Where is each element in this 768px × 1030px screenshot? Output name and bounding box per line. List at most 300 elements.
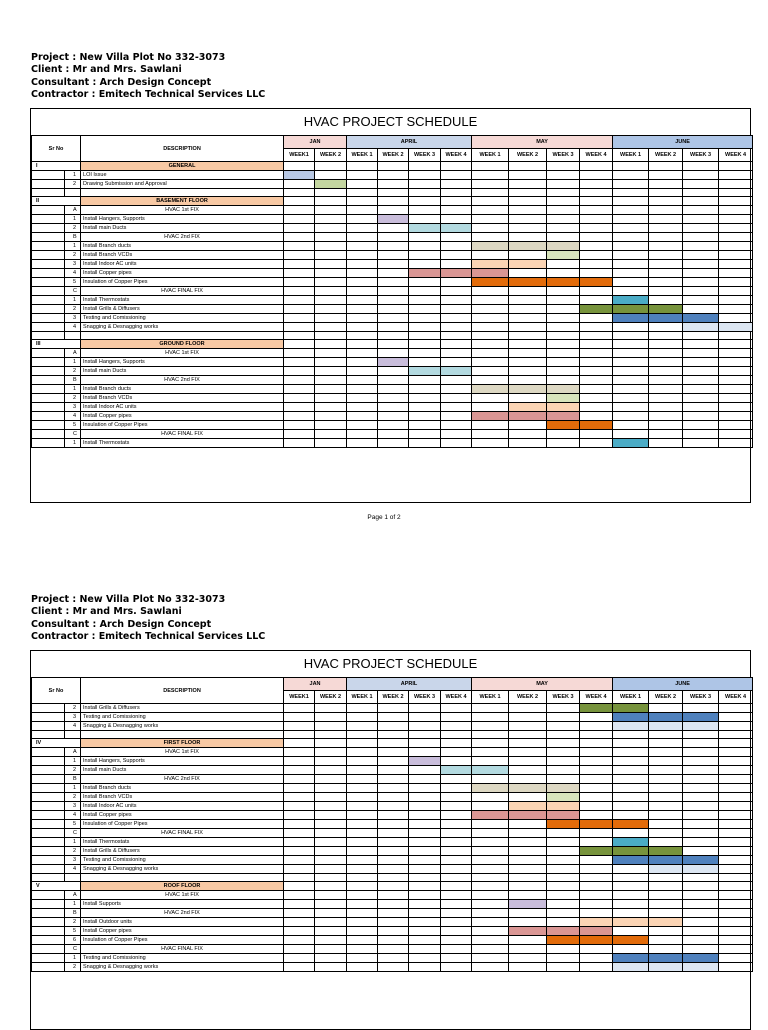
task-description: Install Grills & Diffusers (81, 305, 284, 314)
week-cell (409, 963, 441, 972)
week-cell (284, 251, 315, 260)
gantt-bar-cell (649, 722, 683, 731)
week-cell (315, 421, 347, 430)
week-cell (315, 829, 347, 838)
week-cell (409, 784, 441, 793)
week-cell (509, 829, 547, 838)
week-cell (441, 394, 472, 403)
week-cell (472, 314, 509, 323)
month-header-june: JUNE (613, 136, 753, 149)
week-cell (509, 394, 547, 403)
week-cell (613, 793, 649, 802)
week-cell (613, 945, 649, 954)
week-cell (472, 233, 509, 242)
week-cell (472, 323, 509, 332)
week-cell (315, 430, 347, 439)
week-cell (378, 775, 409, 784)
week-cell (509, 296, 547, 305)
week-cell (509, 704, 547, 713)
week-cell (409, 900, 441, 909)
week-cell (409, 340, 441, 349)
week-cell (409, 206, 441, 215)
week-cell (472, 847, 509, 856)
phase-row (32, 287, 753, 296)
phase-letter: A (65, 891, 81, 900)
phase-title: HVAC FINAL FIX (81, 945, 284, 954)
task-description: Testing and Comissioning (81, 856, 284, 865)
week-cell (472, 704, 509, 713)
gantt-bar-cell (580, 704, 613, 713)
week-cell (347, 439, 378, 448)
week-cell (347, 748, 378, 757)
week-cell (378, 412, 409, 421)
week-cell (649, 829, 683, 838)
week-cell (315, 927, 347, 936)
gantt-bar-cell (284, 171, 315, 180)
week-cell (315, 251, 347, 260)
week-cell (409, 882, 441, 891)
week-cell (347, 171, 378, 180)
week-cell (315, 704, 347, 713)
empty-cell (613, 332, 649, 340)
sr-cell (32, 358, 65, 367)
week-cell (315, 260, 347, 269)
week-cell (378, 936, 409, 945)
week-cell (683, 349, 719, 358)
week-cell (409, 233, 441, 242)
week-cell (347, 197, 378, 206)
week-cell (509, 838, 547, 847)
task-number: 5 (65, 421, 81, 430)
task-row (32, 305, 753, 314)
week-header: WEEK 2 (315, 149, 347, 162)
gantt-bar-cell (683, 856, 719, 865)
week-cell (284, 421, 315, 430)
week-header: WEEK 1 (613, 149, 649, 162)
week-cell (683, 233, 719, 242)
week-cell (472, 793, 509, 802)
week-cell (409, 394, 441, 403)
week-cell (683, 206, 719, 215)
week-cell (613, 287, 649, 296)
phase-letter: A (65, 748, 81, 757)
week-cell (284, 180, 315, 189)
week-cell (315, 856, 347, 865)
week-cell (441, 918, 472, 927)
task-description: Snagging & Desnagging works (81, 865, 284, 874)
week-cell (347, 766, 378, 775)
week-cell (719, 358, 753, 367)
sr-cell (32, 376, 65, 385)
week-cell (378, 349, 409, 358)
week-cell (284, 349, 315, 358)
week-cell (613, 269, 649, 278)
week-cell (315, 296, 347, 305)
section-number: IV (32, 739, 81, 748)
sr-cell (32, 838, 65, 847)
consultant-line: Consultant : Arch Design Concept (31, 76, 212, 88)
task-number: 3 (65, 802, 81, 811)
empty-cell (65, 731, 81, 739)
empty-cell (284, 332, 315, 340)
week-cell (378, 739, 409, 748)
task-row (32, 784, 753, 793)
week-cell (649, 793, 683, 802)
week-cell (441, 856, 472, 865)
week-cell (683, 251, 719, 260)
week-cell (284, 865, 315, 874)
week-cell (683, 748, 719, 757)
week-cell (683, 376, 719, 385)
week-cell (509, 180, 547, 189)
week-header: WEEK 2 (378, 691, 409, 704)
week-cell (347, 358, 378, 367)
task-number: 2 (65, 305, 81, 314)
week-cell (378, 278, 409, 287)
task-row (32, 865, 753, 874)
task-description: Insulation of Copper Pipes (81, 421, 284, 430)
week-cell (315, 314, 347, 323)
empty-cell (719, 189, 753, 197)
week-cell (613, 260, 649, 269)
category-row (32, 162, 753, 171)
week-cell (409, 215, 441, 224)
week-cell (547, 367, 580, 376)
gantt-bar-cell (613, 856, 649, 865)
week-cell (409, 802, 441, 811)
week-cell (441, 927, 472, 936)
week-cell (719, 927, 753, 936)
week-cell (347, 909, 378, 918)
week-header: WEEK 1 (472, 691, 509, 704)
week-cell (683, 296, 719, 305)
week-cell (472, 305, 509, 314)
gantt-bar-cell (649, 847, 683, 856)
empty-cell (547, 332, 580, 340)
category-title: GENERAL (81, 162, 284, 171)
week-cell (441, 314, 472, 323)
week-cell (509, 358, 547, 367)
empty-cell (81, 189, 284, 197)
empty-cell (347, 332, 378, 340)
sr-cell (32, 820, 65, 829)
empty-cell (347, 731, 378, 739)
schedule-frame (30, 108, 751, 503)
week-cell (472, 403, 509, 412)
task-description: Install main Ducts (81, 367, 284, 376)
week-cell (613, 829, 649, 838)
sr-cell (32, 918, 65, 927)
empty-cell (683, 874, 719, 882)
week-cell (284, 314, 315, 323)
week-cell (315, 367, 347, 376)
week-cell (472, 748, 509, 757)
week-cell (649, 340, 683, 349)
week-cell (613, 421, 649, 430)
task-description: Drawing Submission and Approval (81, 180, 284, 189)
week-cell (547, 430, 580, 439)
phase-title: HVAC 2nd FIX (81, 233, 284, 242)
week-cell (315, 224, 347, 233)
task-row (32, 358, 753, 367)
week-cell (315, 269, 347, 278)
week-cell (347, 945, 378, 954)
task-row (32, 260, 753, 269)
gantt-bar-cell (580, 305, 613, 314)
week-cell (315, 412, 347, 421)
week-cell (315, 793, 347, 802)
week-cell (683, 394, 719, 403)
week-cell (547, 323, 580, 332)
week-cell (613, 197, 649, 206)
task-description: Install Copper pipes (81, 412, 284, 421)
week-cell (649, 206, 683, 215)
phase-letter: C (65, 430, 81, 439)
gantt-bar-cell (613, 305, 649, 314)
week-header: WEEK 4 (719, 149, 753, 162)
week-cell (315, 739, 347, 748)
week-cell (547, 171, 580, 180)
week-cell (580, 358, 613, 367)
week-cell (378, 954, 409, 963)
week-cell (409, 775, 441, 784)
task-number: 3 (65, 856, 81, 865)
week-cell (441, 296, 472, 305)
week-cell (347, 793, 378, 802)
category-title: FIRST FLOOR (81, 739, 284, 748)
week-cell (284, 766, 315, 775)
week-cell (719, 847, 753, 856)
week-cell (683, 793, 719, 802)
week-cell (378, 722, 409, 731)
sr-cell (32, 403, 65, 412)
week-cell (580, 784, 613, 793)
week-cell (409, 820, 441, 829)
week-cell (409, 412, 441, 421)
week-cell (547, 847, 580, 856)
week-cell (347, 811, 378, 820)
week-cell (649, 323, 683, 332)
week-cell (441, 865, 472, 874)
week-cell (719, 367, 753, 376)
week-cell (509, 793, 547, 802)
week-cell (683, 180, 719, 189)
week-cell (347, 963, 378, 972)
week-cell (409, 936, 441, 945)
week-cell (441, 891, 472, 900)
gantt-bar-cell (683, 713, 719, 722)
task-description: Install Copper pipes (81, 811, 284, 820)
week-cell (378, 260, 409, 269)
week-cell (441, 421, 472, 430)
week-cell (347, 775, 378, 784)
sr-cell (32, 233, 65, 242)
week-header: WEEK 1 (613, 691, 649, 704)
week-cell (649, 945, 683, 954)
empty-cell (409, 189, 441, 197)
week-cell (613, 811, 649, 820)
week-cell (284, 927, 315, 936)
phase-letter: B (65, 775, 81, 784)
week-cell (719, 793, 753, 802)
consultant-line: Consultant : Arch Design Concept (31, 618, 212, 630)
sr-cell (32, 305, 65, 314)
task-number: 4 (65, 412, 81, 421)
week-cell (472, 171, 509, 180)
week-cell (441, 775, 472, 784)
week-cell (649, 233, 683, 242)
section-number: V (32, 882, 81, 891)
task-row (32, 936, 753, 945)
week-cell (683, 811, 719, 820)
empty-cell (284, 731, 315, 739)
task-description: Install Indoor AC units (81, 260, 284, 269)
week-cell (613, 412, 649, 421)
week-cell (472, 963, 509, 972)
week-cell (509, 909, 547, 918)
task-number: 3 (65, 314, 81, 323)
week-cell (409, 909, 441, 918)
week-cell (509, 269, 547, 278)
month-header-april: APRIL (347, 136, 472, 149)
week-cell (472, 430, 509, 439)
week-cell (441, 323, 472, 332)
week-cell (509, 882, 547, 891)
week-cell (315, 233, 347, 242)
task-number: 4 (65, 323, 81, 332)
week-cell (315, 162, 347, 171)
category-title: GROUND FLOOR (81, 340, 284, 349)
phase-row (32, 909, 753, 918)
week-header: WEEK 1 (347, 691, 378, 704)
gantt-bar-cell (547, 385, 580, 394)
week-cell (409, 197, 441, 206)
week-cell (509, 820, 547, 829)
week-cell (409, 766, 441, 775)
gantt-bar-cell (409, 269, 441, 278)
week-cell (719, 269, 753, 278)
week-cell (547, 260, 580, 269)
week-cell (649, 430, 683, 439)
week-cell (409, 162, 441, 171)
week-cell (547, 713, 580, 722)
gantt-bar-cell (613, 963, 649, 972)
week-cell (347, 233, 378, 242)
week-cell (378, 748, 409, 757)
gantt-bar-cell (547, 242, 580, 251)
sr-cell (32, 757, 65, 766)
week-cell (683, 909, 719, 918)
week-cell (315, 349, 347, 358)
week-cell (378, 856, 409, 865)
week-header: WEEK 3 (547, 149, 580, 162)
week-cell (378, 305, 409, 314)
gantt-bar-cell (315, 180, 347, 189)
week-cell (509, 376, 547, 385)
week-cell (315, 847, 347, 856)
week-cell (649, 278, 683, 287)
week-cell (472, 367, 509, 376)
week-cell (649, 385, 683, 394)
week-cell (315, 403, 347, 412)
week-cell (580, 233, 613, 242)
task-description: Install main Ducts (81, 224, 284, 233)
task-description: LOI Issue (81, 171, 284, 180)
week-cell (613, 403, 649, 412)
week-cell (409, 287, 441, 296)
week-cell (347, 757, 378, 766)
week-cell (580, 385, 613, 394)
gantt-bar-cell (649, 305, 683, 314)
empty-cell (378, 874, 409, 882)
week-cell (683, 775, 719, 784)
sr-cell (32, 260, 65, 269)
empty-cell (649, 874, 683, 882)
week-cell (472, 180, 509, 189)
week-cell (649, 882, 683, 891)
week-header: WEEK 4 (719, 691, 753, 704)
gantt-bar-cell (649, 856, 683, 865)
week-cell (580, 206, 613, 215)
sr-cell (32, 439, 65, 448)
week-cell (441, 838, 472, 847)
week-cell (683, 162, 719, 171)
week-header: WEEK 2 (315, 691, 347, 704)
week-cell (613, 215, 649, 224)
month-header-jan: JAN (284, 678, 347, 691)
empty-cell (378, 189, 409, 197)
week-cell (613, 757, 649, 766)
week-cell (649, 403, 683, 412)
task-number: 3 (65, 403, 81, 412)
task-row (32, 314, 753, 323)
phase-letter: A (65, 206, 81, 215)
week-cell (547, 722, 580, 731)
week-cell (347, 269, 378, 278)
phase-title: HVAC FINAL FIX (81, 287, 284, 296)
phase-row (32, 829, 753, 838)
week-cell (719, 856, 753, 865)
task-row (32, 963, 753, 972)
week-cell (719, 260, 753, 269)
week-cell (378, 197, 409, 206)
week-cell (509, 323, 547, 332)
week-cell (580, 802, 613, 811)
task-row (32, 838, 753, 847)
task-description: Install Copper pipes (81, 927, 284, 936)
week-cell (315, 278, 347, 287)
week-cell (580, 260, 613, 269)
empty-cell (472, 332, 509, 340)
week-cell (315, 820, 347, 829)
week-cell (284, 215, 315, 224)
week-cell (547, 197, 580, 206)
empty-cell (65, 874, 81, 882)
week-cell (378, 251, 409, 260)
week-cell (347, 215, 378, 224)
gantt-bar-cell (509, 927, 547, 936)
week-cell (472, 296, 509, 305)
task-number: 2 (65, 847, 81, 856)
week-cell (409, 704, 441, 713)
week-cell (719, 757, 753, 766)
week-cell (509, 865, 547, 874)
week-cell (409, 180, 441, 189)
week-cell (472, 856, 509, 865)
week-cell (683, 757, 719, 766)
task-row (32, 820, 753, 829)
empty-cell (65, 189, 81, 197)
